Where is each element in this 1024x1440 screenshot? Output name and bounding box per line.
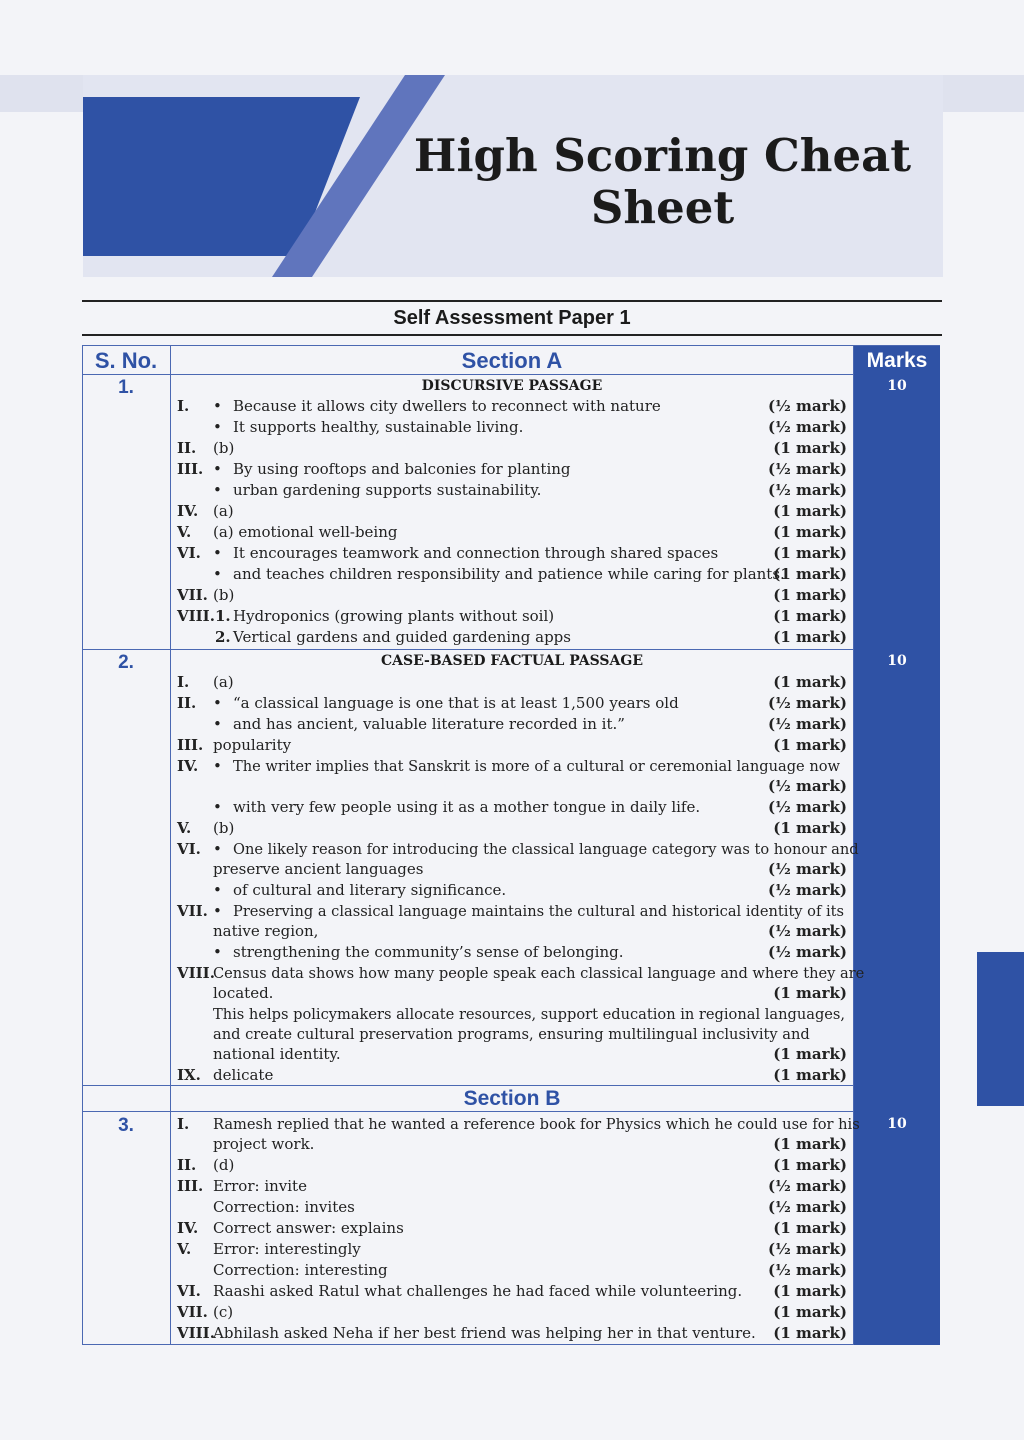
answer-line: VII. (c) (1 mark) bbox=[177, 1303, 847, 1321]
answer-line: III. Error: invite (½ mark) bbox=[177, 1177, 847, 1195]
answer-line: III. popularity (1 mark) bbox=[177, 736, 847, 754]
side-tab bbox=[977, 952, 1024, 1106]
question-number: 1. bbox=[118, 377, 134, 398]
table-border bbox=[82, 649, 854, 650]
answer-line: VIII. Abhilash asked Neha if her best friend was helping her in that venture. (1 mark) bbox=[177, 1324, 847, 1342]
table-border bbox=[82, 345, 83, 1345]
answer-line: national identity. (1 mark) bbox=[213, 1045, 847, 1063]
divider bbox=[82, 300, 942, 302]
header-sno: S. No. bbox=[94, 348, 158, 373]
answer-line: I. • Because it allows city dwellers to reconnect with nature (½ mark) bbox=[177, 397, 847, 415]
answer-line: II. • “a classical language is one that is at least 1,500 years old (½ mark) bbox=[177, 694, 847, 712]
answer-line: IV. (a) (1 mark) bbox=[177, 502, 847, 520]
answer-line: III. • By using rooftops and balconies for planting (½ mark) bbox=[177, 460, 847, 478]
answer-line: (½ mark) bbox=[768, 777, 847, 795]
answer-line: IV. • The writer implies that Sanskrit is more of a cultural or ceremonial language now bbox=[177, 757, 841, 775]
answer-line: project work. (1 mark) bbox=[213, 1135, 847, 1153]
answer-line: IV. Correct answer: explains (1 mark) bbox=[177, 1219, 847, 1237]
answer-line: • strengthening the community’s sense of belonging. (½ mark) bbox=[213, 943, 847, 961]
answer-line: V. (a) emotional well-being (1 mark) bbox=[177, 523, 847, 541]
answer-line: IX. delicate (1 mark) bbox=[177, 1066, 847, 1084]
answer-line: VII. • Preserving a classical language maintains the cultural and historical identity of its bbox=[177, 902, 845, 920]
question-number: 2. bbox=[118, 652, 134, 673]
answer-line: • of cultural and literary significance. (½ mark) bbox=[213, 881, 847, 899]
answer-line: VIII. 1. Hydroponics (growing plants without soil) (1 mark) bbox=[177, 607, 847, 625]
answer-line: VIII. Census data shows how many people speak each classical language and where they are bbox=[177, 964, 865, 982]
header-marks: Marks bbox=[866, 349, 928, 372]
answer-line: VI. • One likely reason for introducing the classical language category was to honour and bbox=[177, 840, 859, 858]
answer-line: This helps policymakers allocate resources, support education in regional languages, bbox=[213, 1006, 846, 1023]
answer-line: and create cultural preservation programs, ensuring multilingual inclusivity and bbox=[213, 1026, 810, 1043]
table-border bbox=[82, 374, 854, 375]
answer-line: VI. Raashi asked Ratul what challenges he had faced while volunteering. (1 mark) bbox=[177, 1282, 847, 1300]
answer-line: II. (b) (1 mark) bbox=[177, 439, 847, 457]
marks-column bbox=[854, 345, 940, 1345]
answer-line: • and has ancient, valuable literature recorded in it.” (½ mark) bbox=[213, 715, 847, 733]
table-border bbox=[170, 345, 171, 1345]
answer-line: native region, (½ mark) bbox=[213, 922, 847, 940]
answer-line: V. (b) (1 mark) bbox=[177, 819, 847, 837]
marks-value: 10 bbox=[887, 378, 907, 394]
answer-line: 2. Vertical gardens and guided gardening apps (1 mark) bbox=[215, 628, 847, 646]
question-number: 3. bbox=[118, 1115, 134, 1136]
answer-line: • urban gardening supports sustainability. (½ mark) bbox=[213, 481, 847, 499]
answer-line: Correction: interesting (½ mark) bbox=[213, 1261, 847, 1279]
divider bbox=[82, 334, 942, 336]
answer-table bbox=[82, 345, 942, 1345]
answer-line: located. (1 mark) bbox=[213, 984, 847, 1002]
answer-line: I. Ramesh replied that he wanted a reference book for Physics which he could use for his bbox=[177, 1115, 860, 1133]
marks-value: 10 bbox=[887, 653, 907, 669]
answer-line: • and teaches children responsibility and patience while caring for plants. (1 mark) bbox=[213, 565, 847, 583]
answer-line: • It supports healthy, sustainable living. (½ mark) bbox=[213, 418, 847, 436]
answer-line: preserve ancient languages (½ mark) bbox=[213, 860, 847, 878]
answer-line: II. (d) (1 mark) bbox=[177, 1156, 847, 1174]
marks-value: 10 bbox=[887, 1116, 907, 1132]
answer-line: VII. (b) (1 mark) bbox=[177, 586, 847, 604]
header-section-a: Section A bbox=[461, 348, 563, 373]
answer-line: V. Error: interestingly (½ mark) bbox=[177, 1240, 847, 1258]
answer-line: VI. • It encourages teamwork and connection through shared spaces (1 mark) bbox=[177, 544, 847, 562]
passage-title: CASE-BASED FACTUAL PASSAGE bbox=[380, 653, 644, 669]
page-title: High Scoring Cheat Sheet bbox=[413, 129, 912, 234]
section-b-heading: Section B bbox=[463, 1087, 561, 1110]
table-border bbox=[82, 1344, 854, 1345]
passage-title: DISCURSIVE PASSAGE bbox=[421, 378, 603, 394]
answer-line: • with very few people using it as a mother tongue in daily life. (½ mark) bbox=[213, 798, 847, 816]
paper-title: Self Assessment Paper 1 bbox=[393, 307, 631, 329]
answer-line: I. (a) (1 mark) bbox=[177, 673, 847, 691]
answer-line: Correction: invites (½ mark) bbox=[213, 1198, 847, 1216]
